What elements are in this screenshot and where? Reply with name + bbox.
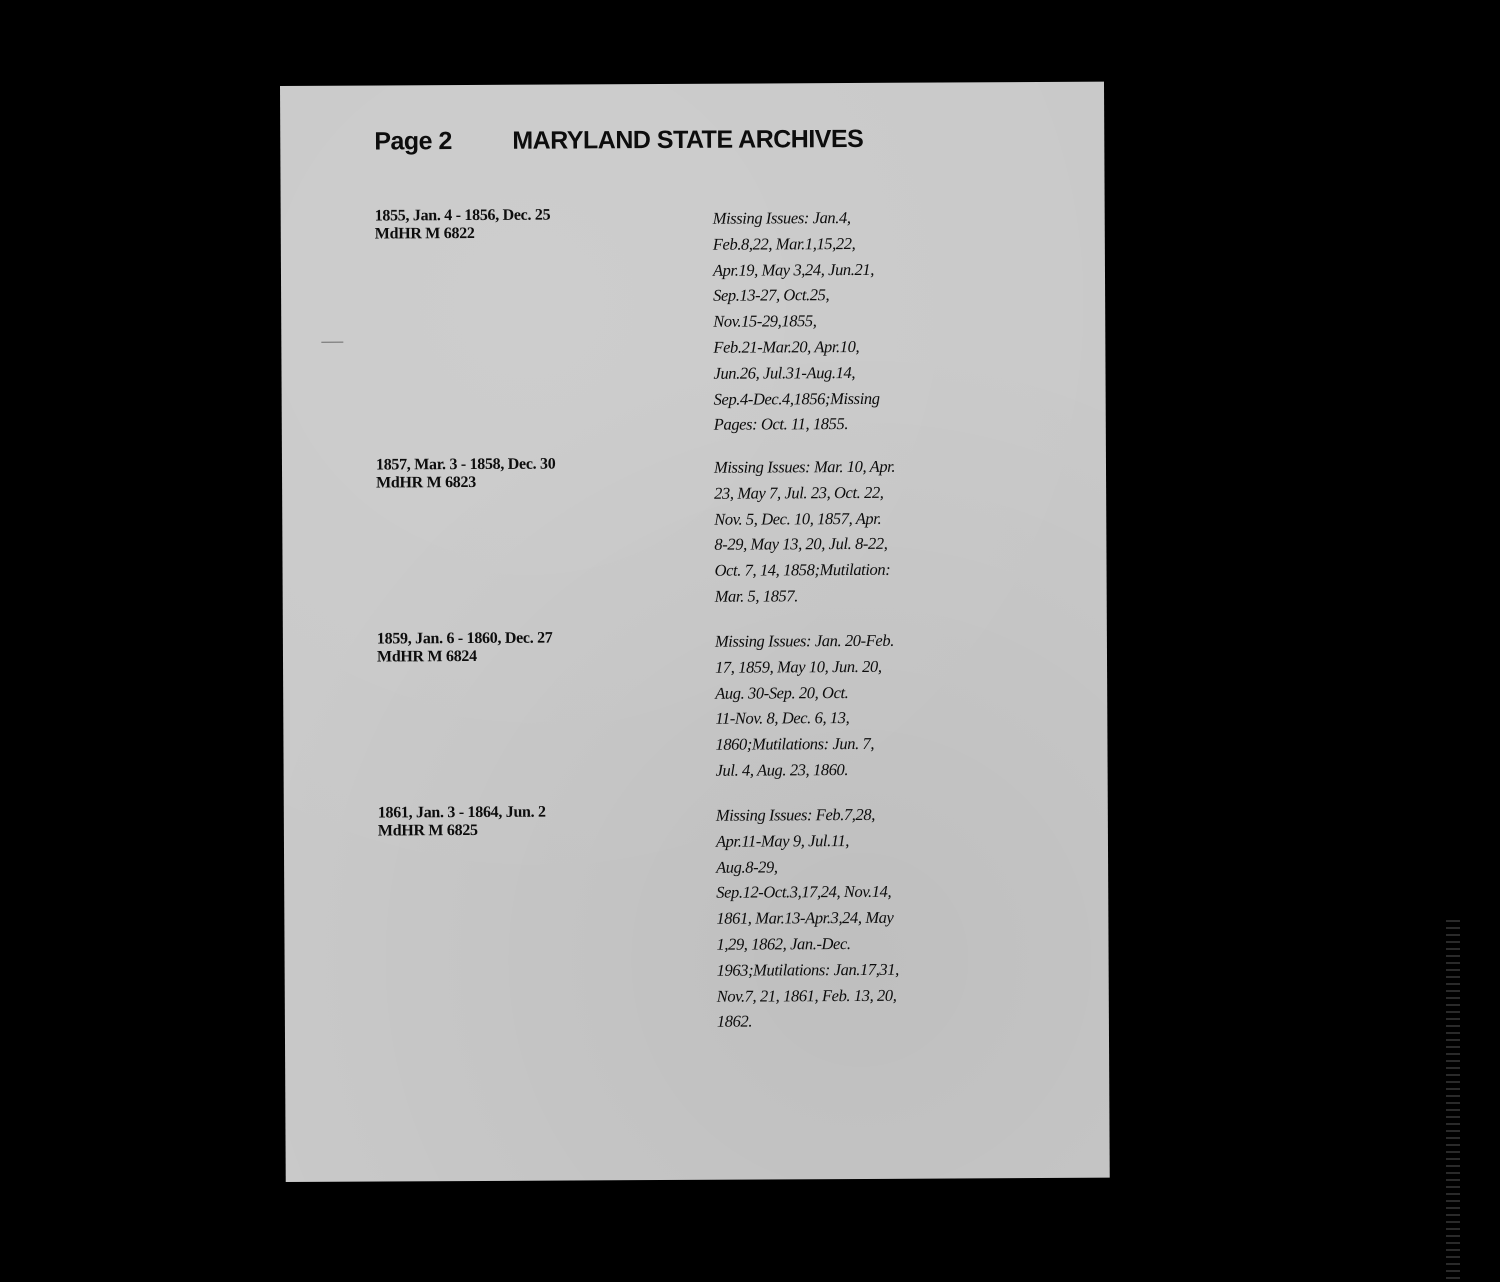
note-line: Apr.19, May 3,24, Jun.21,: [712, 259, 874, 280]
note-line: Nov.7, 21, 1861, Feb. 13, 20,: [716, 985, 897, 1006]
paper-speck: [321, 342, 343, 343]
note-line: 1861, Mar.13-Apr.3,24, May: [716, 907, 894, 928]
note-line: Missing Issues: Feb.7,28,: [715, 804, 875, 825]
note-line: Jul. 4, Aug. 23, 1860.: [715, 760, 849, 780]
record-entry: [376, 627, 1117, 780]
record-notes: [716, 802, 927, 1035]
note-line: 1862.: [716, 1011, 753, 1032]
record-entry: [375, 453, 1116, 606]
note-line: 1963;Mutilations: Jan.17,31,: [716, 959, 899, 980]
record-identifier: [377, 629, 677, 667]
note-line: Feb.8,22, Mar.1,15,22,: [712, 233, 856, 254]
record-reference: MdHR M 6823: [376, 473, 476, 492]
note-line: Sep.4-Dec.4,1856;Missing: [713, 388, 880, 409]
note-line: Aug. 30-Sep. 20, Oct.: [715, 682, 849, 703]
record-date-range: 1859, Jan. 6 - 1860, Dec. 27: [376, 629, 553, 648]
note-line: Missing Issues: Jan. 20-Feb.: [714, 630, 894, 651]
note-line: Apr.11-May 9, Jul.11,: [715, 830, 850, 851]
note-line: Mar. 5, 1857.: [714, 586, 798, 606]
note-line: Nov. 5, Dec. 10, 1857, Apr.: [714, 508, 882, 529]
note-line: 23, May 7, Jul. 23, Oct. 22,: [714, 482, 884, 503]
note-line: Aug.8-29,: [716, 856, 778, 877]
note-line: 1,29, 1862, Jan.-Dec.: [716, 934, 851, 954]
note-line: 1860;Mutilations: Jun. 7,: [715, 734, 875, 754]
record-date-range: 1857, Mar. 3 - 1858, Dec. 30: [375, 455, 556, 474]
note-line: Missing Issues: Jan.4,: [712, 208, 851, 228]
note-line: 11-Nov. 8, Dec. 6, 13,: [715, 708, 850, 729]
film-edge-mark: [1446, 920, 1460, 1280]
record-identifier: [376, 455, 676, 493]
record-identifier: [375, 206, 675, 244]
note-line: Oct. 7, 14, 1858;Mutilation:: [714, 559, 891, 580]
note-line: Pages: Oct. 11, 1855.: [713, 414, 849, 435]
record-entry: [374, 204, 1115, 435]
note-line: Jun.26, Jul.31-Aug.14,: [713, 362, 856, 383]
note-line: Sep.12-Oct.3,17,24, Nov.14,: [716, 882, 892, 903]
record-notes: [713, 205, 924, 438]
record-reference: MdHR M 6822: [374, 224, 475, 243]
document-page: [280, 82, 1110, 1182]
page-header: [374, 125, 863, 157]
note-line: 17, 1859, May 10, Jun. 20,: [714, 656, 882, 677]
record-notes: [714, 454, 925, 610]
record-entry: [377, 801, 1118, 1032]
record-date-range: 1855, Jan. 4 - 1856, Dec. 25: [374, 206, 551, 225]
record-notes: [715, 628, 926, 784]
archive-title: MARYLAND STATE ARCHIVES: [512, 124, 864, 155]
page-number: Page 2: [374, 127, 452, 156]
record-reference: MdHR M 6824: [376, 647, 477, 666]
note-line: Sep.13-27, Oct.25,: [713, 285, 830, 306]
note-line: Nov.15-29,1855,: [713, 311, 817, 331]
record-date-range: 1861, Jan. 3 - 1864, Jun. 2: [377, 803, 546, 822]
note-line: Missing Issues: Mar. 10, Apr.: [713, 456, 896, 477]
record-identifier: [378, 803, 678, 841]
note-line: 8-29, May 13, 20, Jul. 8-22,: [714, 534, 888, 555]
note-line: Feb.21-Mar.20, Apr.10,: [713, 336, 860, 357]
record-reference: MdHR M 6825: [377, 821, 478, 840]
